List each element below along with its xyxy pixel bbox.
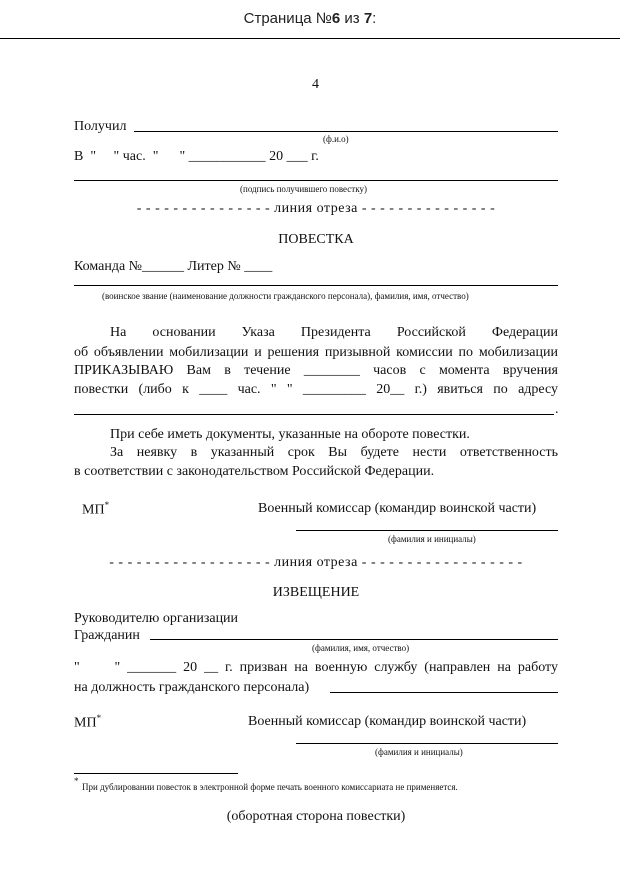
header-prefix: Страница № [243, 10, 332, 27]
notification-initials-line [296, 743, 558, 744]
citizen-label: Гражданин [74, 628, 140, 643]
back-side-caption: (оборотная сторона повестки) [226, 809, 406, 824]
header-total-pages: 7 [363, 10, 373, 27]
docs-line: При себе иметь документы, указанные на обороте повестки. [110, 427, 470, 442]
liability-line-2: в соответствии с законодательством Российской Федерации. [74, 464, 435, 479]
position-line [330, 692, 558, 693]
header-suffix: : [372, 10, 377, 27]
liability-line-1: За неявку в указанный срок Вы будете нести ответственность [110, 445, 558, 460]
notice-commissar-label: Военный комиссар (командир воинской части) [258, 501, 537, 516]
document-page-number: 4 [312, 77, 319, 92]
notification-stamp-label: МП* [74, 713, 102, 731]
notification-title: ИЗВЕЩЕНИЕ [272, 585, 360, 600]
footnote-mark: * [74, 776, 79, 786]
notification-line-1: " " _______ 20 __ г. призван на военную службу (направлен на работу [74, 660, 558, 675]
to-manager-label: Руководителю организации [74, 611, 239, 626]
notification-line-2: на должность гражданского персонала) [74, 680, 310, 695]
notification-commissar-label: Военный комиссар (командир воинской части) [248, 714, 527, 729]
team-line: Команда №______ Литер № ____ [74, 259, 273, 274]
receipt-signature-line [74, 180, 558, 181]
page-counter-header [0, 0, 620, 39]
stamp-footnote-mark-2: * [96, 713, 102, 723]
notice-body-line-4: повестки (либо к ____ час. " " _________ 20__ г.) явиться по адресу [74, 382, 558, 397]
notice-initials-caption: (фамилия и инициалы) [388, 534, 476, 544]
notice-body-line-1: На основании Указа Президента Российской Федерации [110, 325, 558, 340]
notice-body-line-3: ПРИКАЗЫВАЮ Вам в течение ________ часов с момента вручения [74, 363, 558, 378]
fio-caption: (ф.и.о) [323, 134, 349, 144]
receipt-date-line: В " " час. " " ___________ 20 ___ г. [74, 149, 319, 164]
address-line [74, 414, 554, 415]
rank-name-line [74, 285, 558, 286]
notice-title: ПОВЕСТКА [278, 232, 354, 247]
notice-stamp-label: МП* [82, 500, 110, 518]
received-fio-line [134, 131, 558, 132]
header-middle: из [340, 10, 364, 27]
cut-line-1: - - - - - - - - - - - - - - - линия отреза - - - - - - - - - - - - - - - [136, 201, 496, 216]
received-label: Получил [74, 119, 127, 134]
header-page-number: 6 [331, 10, 341, 27]
cut-line-2: - - - - - - - - - - - - - - - - - - линия отреза - - - - - - - - - - - - - - - - - - [109, 555, 523, 570]
footnote-separator [74, 773, 238, 774]
notice-body-line-2: об объявлении мобилизации и решения призывной комиссии по мобилизации [74, 345, 558, 360]
citizen-fio-line [150, 639, 558, 640]
notice-initials-line [296, 530, 558, 531]
notification-initials-caption: (фамилия и инициалы) [375, 747, 463, 757]
address-end-dot: . [555, 402, 559, 417]
rank-caption: (воинское звание (наименование должности гражданского персонала), фамилия, имя, отчество) [102, 291, 469, 301]
signature-caption: (подпись получившего повестку) [240, 184, 367, 194]
citizen-fio-caption: (фамилия, имя, отчество) [312, 643, 410, 653]
stamp-footnote-mark: * [104, 500, 110, 510]
footnote-text: При дублировании повесток в электронной форме печать военного комиссариата не применяется. [82, 782, 458, 792]
